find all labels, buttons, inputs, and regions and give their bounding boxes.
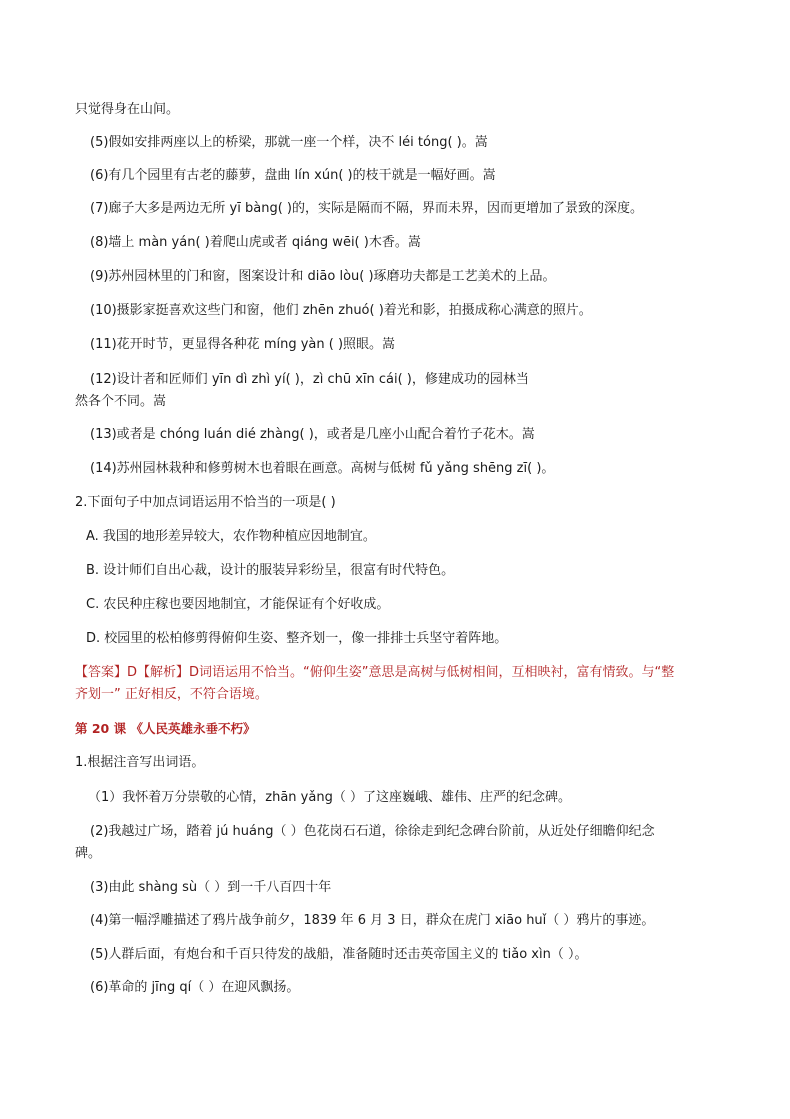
question-item: (14)苏州园林栽种和修剪树木也着眼在画意。高树与低树 fǔ yǎng shēng zī( )。 (90, 461, 555, 476)
question-item: (8)墙上 màn yán( )着爬山虎或者 qiáng wēi( )木香。嵩 (90, 235, 421, 250)
question-item: （1）我怀着万分崇敬的心情，zhān yǎng（ ）了这座巍峨、雄伟、庄严的纪念碑。 (88, 790, 571, 805)
option-b: B. 设计师们自出心裁，设计的服装异彩纷呈，很富有时代特色。 (86, 563, 455, 578)
lesson-title: 第 20 课 《人民英雄永垂不朽》 (75, 721, 256, 736)
question-item: (4)第一幅浮雕描述了鸦片战争前夕，1839 年 6 月 3 日，群众在虎门 xiāo huǐ（ ）鸦片的事迹。 (90, 913, 655, 928)
option-d: D. 校园里的松柏修剪得俯仰生姿、整齐划一，像一排排士兵坚守着阵地。 (86, 631, 508, 646)
answer-analysis: 【答案】D【解析】D词语运用不恰当。“俯仰生姿”意思是高树与低树相间，互相映衬，富有情致。与“整 (75, 665, 675, 680)
question-item: (11)花开时节，更显得各种花 míng yàn ( )照眼。嵩 (90, 337, 396, 352)
question-item: (2)我越过广场，踏着 jú huáng（ ）色花岗石石道，徐徐走到纪念碑台阶前，从近处仔细瞻仰纪念 (90, 824, 655, 839)
question-item: (6)革命的 jīng qí（ ）在迎风飘扬。 (90, 980, 300, 995)
question-item: (13)或者是 chóng luán dié zhàng( )，或者是几座小山配合着竹子花木。嵩 (90, 427, 535, 442)
question-item: (5)假如安排两座以上的桥梁，那就一座一个样，决不 léi tóng( )。嵩 (90, 135, 488, 150)
option-c: C. 农民种庄稼也要因地制宜，才能保证有个好收成。 (86, 597, 390, 612)
text-line: 只觉得身在山间。 (75, 102, 180, 117)
question-item: (6)有几个园里有古老的藤萝，盘曲 lín xún( )的枝干就是一幅好画。嵩 (90, 168, 496, 183)
question-heading: 1.根据注音写出词语。 (75, 755, 205, 770)
question-heading: 2.下面句子中加点词语运用不恰当的一项是( ) (75, 495, 336, 510)
option-a: A. 我国的地形差异较大，农作物种植应因地制宜。 (86, 529, 376, 544)
question-item: (3)由此 shàng sù（ ）到一千八百四十年 (90, 880, 332, 895)
question-item: (10)摄影家挺喜欢这些门和窗，他们 zhēn zhuó( )着光和影，拍摄成称心满意的照片。 (90, 303, 592, 318)
question-item: (5)人群后面，有炮台和千百只待发的战船，准备随时还击英帝国主义的 tiǎo xìn（ ）。 (90, 947, 588, 962)
question-item-continuation: 碑。 (75, 846, 102, 861)
answer-analysis-continuation: 齐划一” 正好相反，不符合语境。 (75, 687, 268, 702)
question-item: (9)苏州园林里的门和窗，图案设计和 diāo lòu( )琢磨功夫都是工艺美术的上品。 (90, 269, 556, 284)
question-item-continuation: 然各个不同。嵩 (75, 394, 167, 409)
question-item: (7)廊子大多是两边无所 yī bàng( )的，实际是隔而不隔，界而未界，因而更增加了景致的深度。 (90, 201, 643, 216)
question-item: (12)设计者和匠师们 yīn dì zhì yí( )，zì chū xīn cái( )，修建成功的园林当 (90, 372, 529, 387)
